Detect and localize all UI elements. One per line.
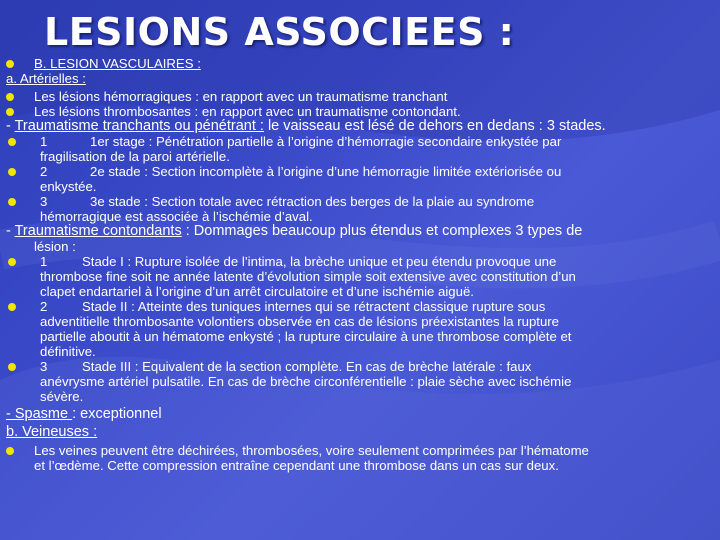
bullet-icon bbox=[6, 60, 14, 68]
stage-text: 3e stade : Section totale avec rétraction des berges de la plaie au syndrome bbox=[90, 194, 535, 209]
stage-text-cont: définitive. bbox=[40, 344, 96, 359]
stage-number: 2 bbox=[40, 299, 48, 314]
page-title: LESIONS ASSOCIEES : bbox=[44, 10, 515, 54]
stage-text: Stade II : Atteinte des tuniques internes qui se rétractent classique rupture sous bbox=[82, 299, 546, 314]
section-b-item bbox=[6, 56, 712, 71]
contondant-stage-2 bbox=[6, 299, 712, 359]
stage-number: 3 bbox=[40, 359, 48, 374]
bullet-icon bbox=[6, 108, 14, 116]
contondant-stage-1 bbox=[6, 254, 712, 299]
arterial-bullet-2 bbox=[6, 104, 712, 119]
venous-heading bbox=[6, 425, 712, 440]
contondant-text: : Dommages beaucoup plus étendus et complexes 3 types de bbox=[181, 223, 583, 239]
stage-text-cont: clapet endartariel à l’origine d’un arrêt circulatoire et d’une ischémie aiguë. bbox=[40, 284, 474, 299]
bullet-icon bbox=[6, 93, 14, 101]
stage-number: 1 bbox=[40, 134, 48, 149]
contondant-text-cont: lésion : bbox=[34, 239, 76, 254]
tranchant-heading: Traumatisme tranchants ou pénétrant : bbox=[14, 118, 264, 134]
stage-text-cont: hémorragique est associée à l’ischémie d’aval. bbox=[40, 209, 313, 224]
tranchant-heading-line bbox=[6, 119, 712, 134]
bullet-icon bbox=[8, 258, 16, 266]
venous-text: Les veines peuvent être déchirées, thrombosées, voire seulement comprimées par l’hématome bbox=[34, 443, 589, 458]
section-b-label: B. LESION VASCULAIRES : bbox=[34, 56, 201, 71]
arterial-heading bbox=[6, 71, 712, 86]
bullet-icon bbox=[8, 303, 16, 311]
bullet-icon bbox=[8, 138, 16, 146]
stage-text: 1er stage : Pénétration partielle à l’origine d’hémorragie secondaire enkystée par bbox=[90, 134, 562, 149]
tranchant-text: le vaisseau est lésé de dehors en dedans : 3 stades. bbox=[263, 118, 606, 134]
stage-number: 3 bbox=[40, 194, 48, 209]
tranchant-stage-1 bbox=[6, 134, 712, 164]
stage-text-cont: fragilisation de la paroi artérielle. bbox=[40, 149, 230, 164]
tranchant-stage-3 bbox=[6, 194, 712, 224]
arterial-label: a. Artérielles : bbox=[6, 71, 86, 86]
contondant-stage-3 bbox=[6, 359, 712, 404]
stage-text: Stade III : Equivalent de la section complète. En cas de brèche latérale : faux bbox=[82, 359, 532, 374]
contondant-heading-line bbox=[6, 224, 712, 239]
spasme-heading: - Spasme bbox=[6, 406, 73, 422]
stage-text-cont: sévère. bbox=[40, 389, 84, 404]
stage-text-cont: adventitielle thrombosante volontiers observée en cas de lésions préexistantes la rupture bbox=[40, 314, 560, 329]
stage-text: Stade I : Rupture isolée de l’intima, la brèche unique et peu étendu provoque une bbox=[82, 254, 557, 269]
stage-number: 1 bbox=[40, 254, 48, 269]
stage-text-cont: anévrysme artériel pulsatile. En cas de brèche circonférentielle : plaie sèche avec ischémie bbox=[40, 374, 572, 389]
bullet-icon bbox=[8, 168, 16, 176]
bullet-icon bbox=[8, 363, 16, 371]
dash-prefix: - bbox=[6, 118, 15, 134]
stage-text-cont: enkystée. bbox=[40, 179, 97, 194]
venous-text-cont: et l’œdème. Cette compression entraîne cependant une thrombose dans un cas sur deux. bbox=[34, 458, 559, 473]
stage-text: 2e stade : Section incomplète à l’origine d’une hémorragie limitée extériorisée ou bbox=[90, 164, 562, 179]
venous-label: b. Veineuses : bbox=[6, 424, 98, 440]
arterial-bullet-text: Les lésions hémorragiques : en rapport avec un traumatisme tranchant bbox=[34, 89, 448, 104]
spasme-line bbox=[6, 407, 712, 422]
stage-text-cont: thrombose fine soit ne année latente d’évolution simple soit extensive avec constitution d’un bbox=[40, 269, 576, 284]
bullet-icon bbox=[6, 447, 14, 455]
venous-bullet bbox=[6, 443, 712, 473]
contondant-heading: Traumatisme contondants bbox=[14, 223, 182, 239]
dash-prefix: - bbox=[6, 223, 15, 239]
stage-text-cont: partielle aboutit à un hématome enkysté ; la rupture circulaire à une thrombose complète et bbox=[40, 329, 572, 344]
arterial-bullet-1 bbox=[6, 89, 712, 104]
arterial-bullet-text: Les lésions thrombosantes : en rapport avec un traumatisme contondant. bbox=[34, 104, 461, 119]
slide-content bbox=[6, 56, 712, 473]
bullet-icon bbox=[8, 198, 16, 206]
spasme-text: : exceptionnel bbox=[72, 406, 162, 422]
tranchant-stage-2 bbox=[6, 164, 712, 194]
stage-number: 2 bbox=[40, 164, 48, 179]
